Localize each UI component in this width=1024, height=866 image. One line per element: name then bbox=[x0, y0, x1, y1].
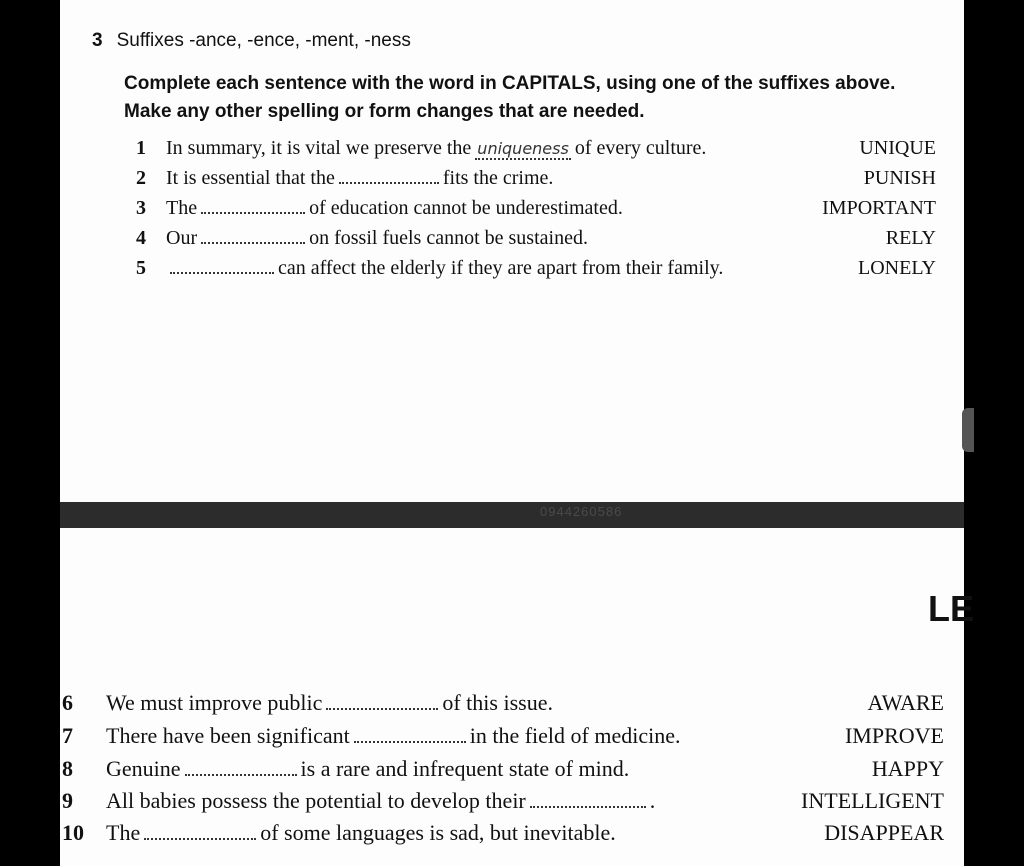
exercise-item bbox=[136, 253, 936, 283]
exercise-instructions: Complete each sentence with the word in CAPITALS, using one of the suffixes above. Make any other spelling or form changes that are needed. bbox=[124, 73, 896, 122]
partial-label: LE bbox=[928, 588, 975, 629]
capitals-word: PUNISH bbox=[863, 167, 936, 189]
answer-blank[interactable] bbox=[339, 164, 439, 184]
sentence-start: In summary, it is vital we preserve the bbox=[166, 137, 472, 159]
exercise-item bbox=[136, 163, 936, 193]
capitals-word: UNIQUE bbox=[859, 137, 936, 159]
item-number: 5 bbox=[136, 257, 146, 279]
sentence-start: Genuine bbox=[106, 756, 181, 781]
item-number: 10 bbox=[62, 820, 84, 845]
sentence-end: is a rare and infrequent state of mind. bbox=[300, 756, 630, 781]
exercise-item bbox=[62, 754, 944, 784]
item-number: 3 bbox=[136, 197, 146, 219]
sentence-end: of every culture. bbox=[574, 137, 707, 159]
sentence-end: of education cannot be underestimated. bbox=[309, 197, 623, 219]
sentence-end: in the field of medicine. bbox=[469, 723, 681, 748]
exercise-item bbox=[136, 223, 936, 253]
exercise-item bbox=[62, 721, 944, 751]
item-number: 2 bbox=[136, 167, 146, 189]
answer-blank[interactable] bbox=[185, 756, 297, 776]
sentence-end: of some languages is sad, but inevitable. bbox=[260, 820, 616, 845]
exercise-item bbox=[136, 193, 936, 223]
sentence-start: The bbox=[106, 820, 141, 845]
item-number: 4 bbox=[136, 227, 146, 249]
exercise-heading bbox=[92, 30, 411, 52]
sentence-end: . bbox=[649, 788, 656, 813]
answer-blank[interactable] bbox=[170, 254, 274, 274]
sentence-end: can affect the elderly if they are apart from their family. bbox=[278, 257, 724, 279]
exercise-item bbox=[136, 133, 936, 163]
answer-blank[interactable] bbox=[201, 194, 305, 214]
answer-blank[interactable] bbox=[326, 690, 438, 710]
answer-blank[interactable] bbox=[201, 224, 305, 244]
exercise-item bbox=[62, 818, 944, 848]
sentence-end: fits the crime. bbox=[442, 167, 554, 189]
item-sentence bbox=[166, 193, 623, 223]
capitals-word: LONELY bbox=[858, 257, 936, 279]
exercise-title: Suffixes -ance, -ence, -ment, -ness bbox=[116, 30, 411, 51]
exercise-item bbox=[62, 786, 944, 816]
item-sentence bbox=[166, 253, 723, 283]
separator-text: 0944260586 bbox=[540, 504, 623, 519]
capitals-word: HAPPY bbox=[871, 756, 944, 781]
item-number: 6 bbox=[62, 690, 73, 715]
exercise-item bbox=[62, 688, 944, 718]
item-number: 7 bbox=[62, 723, 73, 748]
item-sentence bbox=[106, 818, 616, 848]
capitals-word: RELY bbox=[885, 227, 936, 249]
separator-bar bbox=[60, 502, 964, 528]
item-sentence bbox=[166, 163, 553, 193]
item-number: 1 bbox=[136, 137, 146, 159]
exercise-number: 3 bbox=[92, 30, 103, 51]
item-number: 8 bbox=[62, 756, 73, 781]
capitals-word: IMPROVE bbox=[844, 723, 944, 748]
item-sentence bbox=[106, 688, 553, 718]
page-edge-tab bbox=[962, 408, 974, 452]
capitals-word: INTELLIGENT bbox=[801, 788, 944, 813]
answer-text[interactable]: uniqueness bbox=[477, 139, 569, 158]
answer-blank[interactable] bbox=[530, 788, 646, 808]
item-sentence bbox=[166, 223, 588, 253]
sentence-start: The bbox=[166, 197, 198, 219]
item-number: 9 bbox=[62, 788, 73, 813]
capitals-word: DISAPPEAR bbox=[824, 820, 944, 845]
item-sentence bbox=[106, 754, 629, 784]
sentence-end: of this issue. bbox=[442, 690, 553, 715]
capitals-word: IMPORTANT bbox=[822, 197, 936, 219]
sentence-start: We must improve public bbox=[106, 690, 323, 715]
sentence-start: Our bbox=[166, 227, 198, 249]
sentence-start: There have been significant bbox=[106, 723, 350, 748]
item-sentence bbox=[166, 133, 706, 164]
sentence-start: All babies possess the potential to develop their bbox=[106, 788, 526, 813]
answer-blank[interactable] bbox=[354, 723, 466, 743]
sentence-end: on fossil fuels cannot be sustained. bbox=[309, 227, 588, 249]
sentence-start: It is essential that the bbox=[166, 167, 335, 189]
item-sentence bbox=[106, 786, 655, 816]
capitals-word: AWARE bbox=[867, 690, 944, 715]
answer-blank[interactable] bbox=[144, 820, 256, 840]
item-sentence bbox=[106, 721, 680, 751]
